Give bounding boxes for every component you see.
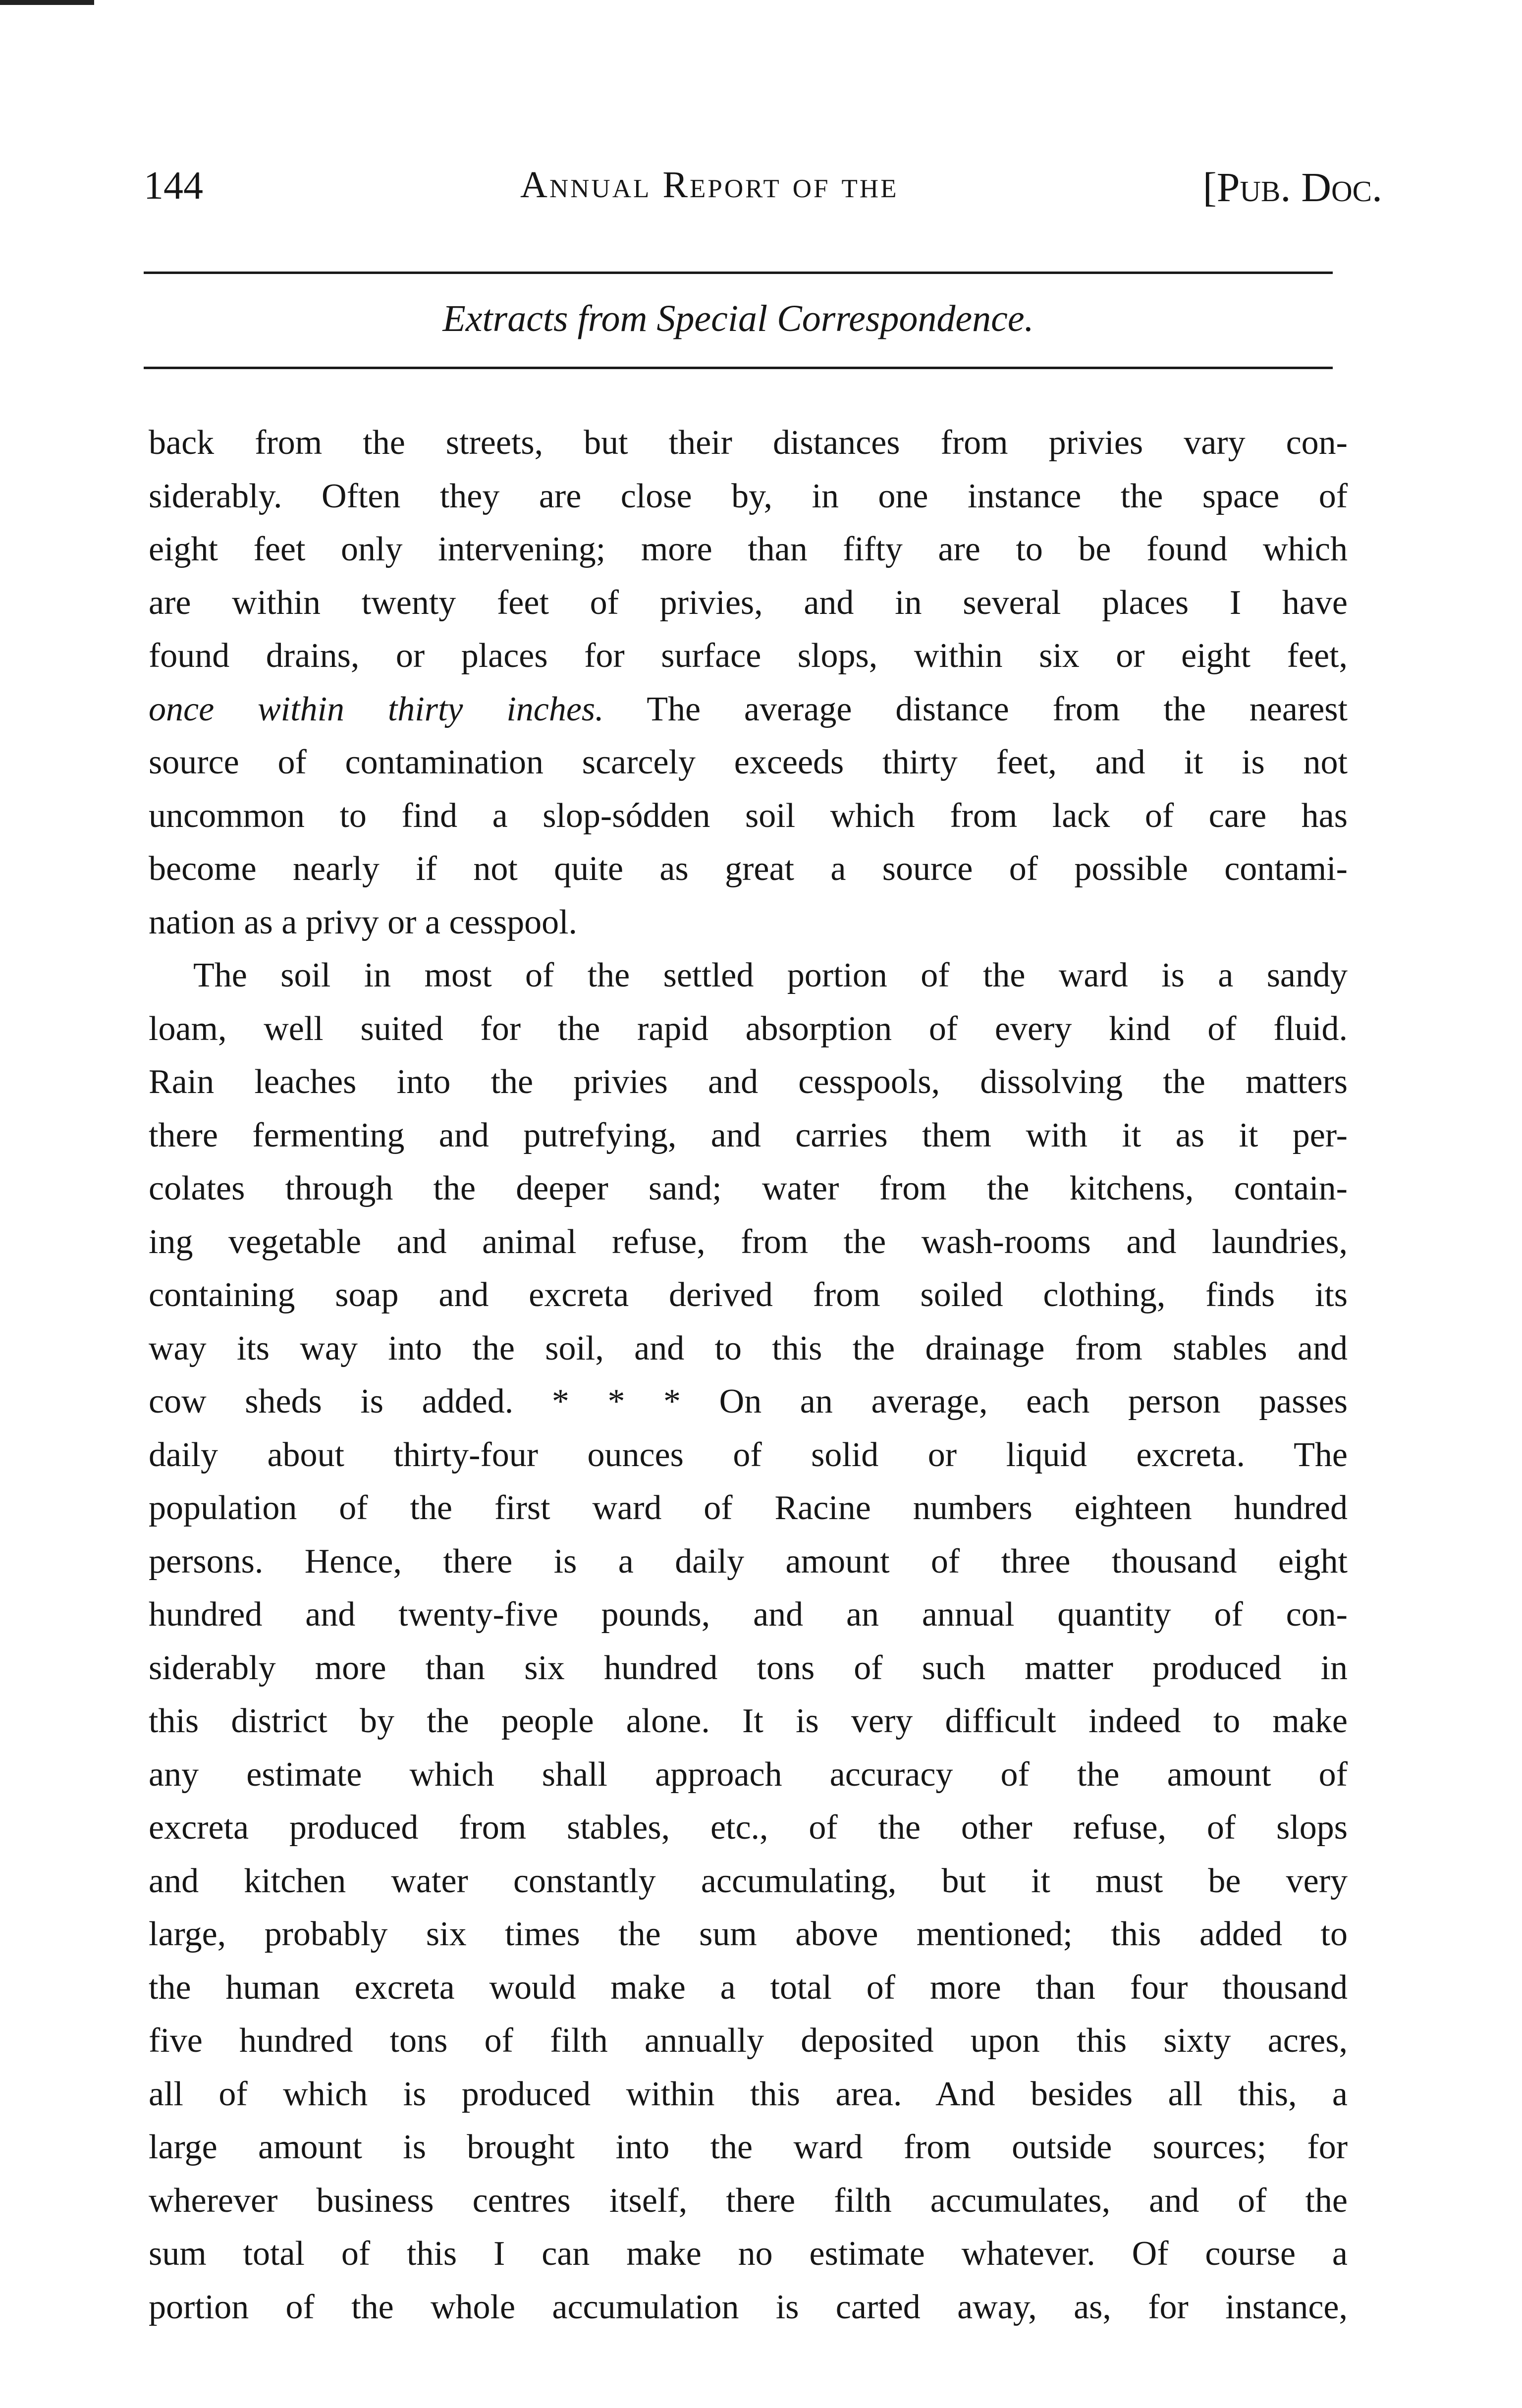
paragraph-2: [149, 949, 1348, 2334]
text-line: and kitchen water constantly accumulating, but it must be very: [149, 1861, 1348, 1900]
text-line: containing soap and excreta derived from soiled clothing, finds its: [149, 1276, 1348, 1314]
text-line: there fermenting and putrefying, and carries them with it as it per-: [149, 1116, 1348, 1154]
text-line: nation as a privy or a cesspool.: [149, 903, 578, 941]
text-line: are within twenty feet of privies, and in several places I have: [149, 583, 1348, 622]
header-rule-top: [144, 272, 1333, 274]
body-text: [149, 416, 1348, 2334]
text-line: population of the first ward of Racine numbers eighteen hundred: [149, 1489, 1348, 1527]
text-line: loam, well suited for the rapid absorption of every kind of fluid.: [149, 1009, 1348, 1048]
paragraph-1: [149, 416, 1348, 949]
text-line: hundred and twenty-five pounds, and an annual quantity of con-: [149, 1595, 1348, 1634]
text-line: all of which is produced within this area. And besides all this, a: [149, 2075, 1348, 2113]
text-line: excreta produced from stables, etc., of the other refuse, of slops: [149, 1808, 1348, 1847]
text-line: portion of the whole accumulation is carted away, as, for instance,: [149, 2288, 1348, 2326]
text-line: sum total of this I can make no estimate whatever. Of course a: [149, 2235, 1348, 2273]
running-head: [144, 164, 1382, 233]
text-line: siderably more than six hundred tons of such matter produced in: [149, 1648, 1348, 1687]
text-line: daily about thirty-four ounces of solid or liquid excreta. The: [149, 1435, 1348, 1474]
text-line: wherever business centres itself, there filth accumulates, and of the: [149, 2181, 1348, 2220]
text-line: back from the streets, but their distances from privies vary con-: [149, 424, 1348, 462]
header-title: Annual Report of the: [520, 164, 899, 206]
text-line: ing vegetable and animal refuse, from the wash-rooms and laundries,: [149, 1222, 1348, 1261]
text-line: found drains, or places for surface slops, within six or eight feet,: [149, 637, 1348, 675]
text-line: source of contamination scarcely exceeds thirty feet, and it is not: [149, 743, 1348, 781]
text-line: any estimate which shall approach accuracy of the amount of: [149, 1755, 1348, 1794]
page-edge-mark: [0, 0, 94, 5]
page-number: 144: [144, 164, 203, 208]
text-line: this district by the people alone. It is very difficult indeed to make: [149, 1702, 1348, 1740]
text-line: uncommon to find a slop-sódden soil which from lack of care has: [149, 796, 1348, 835]
text-line: way its way into the soil, and to this the drainage from stables and: [149, 1329, 1348, 1368]
section-title: Extracts from Special Correspondence.: [442, 298, 1034, 339]
text-line: large, probably six times the sum above mentioned; this added to: [149, 1915, 1348, 1953]
text-line: persons. Hence, there is a daily amount of three thousand eight: [149, 1542, 1348, 1581]
text-line: colates through the deeper sand; water from the kitchens, contain-: [149, 1169, 1348, 1207]
text-line: become nearly if not quite as great a source of possible contami-: [149, 850, 1348, 888]
text-line: the human excreta would make a total of more than four thousand: [149, 1968, 1348, 2007]
text-line: The soil in most of the settled portion of the ward is a sandy: [193, 956, 1348, 994]
text-line: large amount is brought into the ward from outside sources; for: [149, 2128, 1348, 2166]
italic-phrase: once within thirty inches.: [149, 690, 604, 728]
text-fragment: The average distance from the nearest: [603, 690, 1348, 728]
header-rule-bottom: [144, 367, 1333, 369]
text-line: cow sheds is added. * * * On an average, each person passes: [149, 1382, 1348, 1421]
text-line: siderably. Often they are close by, in one instance the space of: [149, 477, 1348, 515]
document-reference: [Pub. Doc.: [1202, 164, 1382, 211]
text-line: five hundred tons of filth annually deposited upon this sixty acres,: [149, 2022, 1348, 2060]
text-line: [149, 683, 1348, 736]
text-line: Rain leaches into the privies and cesspools, dissolving the matters: [149, 1063, 1348, 1101]
text-line: eight feet only intervening; more than fifty are to be found which: [149, 530, 1348, 568]
